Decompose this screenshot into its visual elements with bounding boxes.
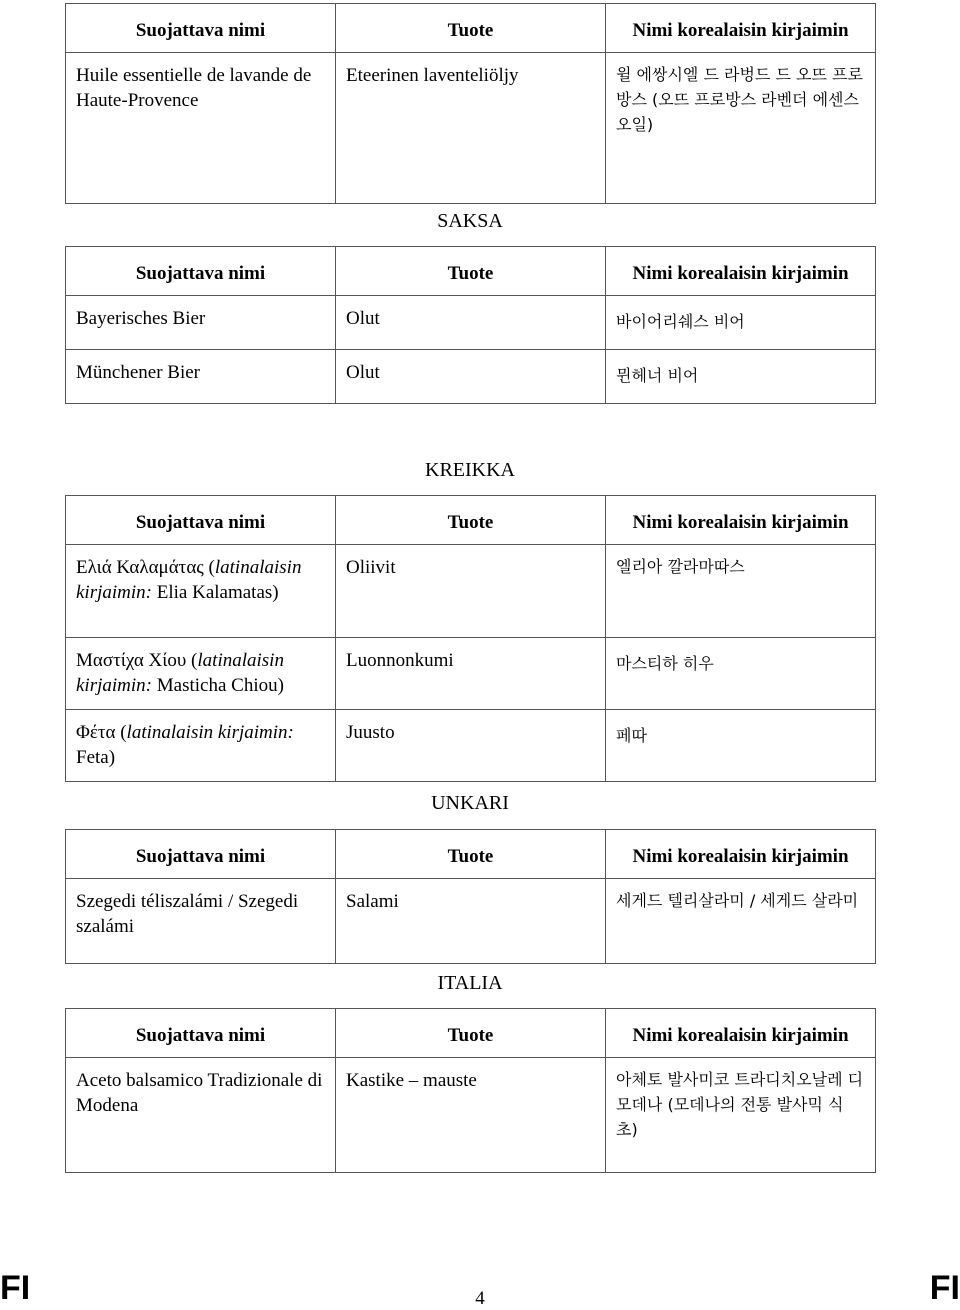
header-row <box>66 830 876 879</box>
country-heading-kreikka: KREIKKA <box>425 459 515 481</box>
table-lavender <box>65 3 876 204</box>
korean-name-cell: 윌 에쌍시엘 드 라벙드 드 오뜨 프로방스 (오뜨 프로방스 라벤더 에센스 오일) <box>606 53 876 204</box>
korean-name-cell: 아체토 발사미코 트라디치오날레 디 모데나 (모데나의 전통 발사믹 식초) <box>606 1058 876 1173</box>
product-cell: Olut <box>336 350 606 404</box>
korean-name-cell: 엘리아 깔라마따스 <box>606 545 876 638</box>
product-cell: Juusto <box>336 710 606 782</box>
header-product: Tuote <box>336 1009 606 1058</box>
table-row <box>66 1058 876 1173</box>
header-protected-name: Suojattava nimi <box>66 4 336 53</box>
protected-name-cell: Münchener Bier <box>66 350 336 404</box>
name-rest: Masticha Chiou) <box>152 675 284 696</box>
protected-name-cell <box>66 545 336 638</box>
header-row <box>66 4 876 53</box>
name-italic-note: latinalaisin kirjaimin: <box>76 557 302 603</box>
protected-name-cell: Bayerisches Bier <box>66 296 336 350</box>
header-product: Tuote <box>336 830 606 879</box>
header-korean-name: Nimi korealaisin kirjaimin <box>606 830 876 879</box>
table-italia <box>65 1008 876 1173</box>
name-main: Φέτα ( <box>76 722 127 743</box>
header-protected-name: Suojattava nimi <box>66 496 336 545</box>
table-row <box>66 710 876 782</box>
table-row <box>66 545 876 638</box>
table-unkari <box>65 829 876 964</box>
footer-language-code-left: FI <box>0 1269 31 1307</box>
product-cell: Salami <box>336 879 606 964</box>
protected-name-cell <box>66 710 336 782</box>
header-row <box>66 247 876 296</box>
table-row <box>66 296 876 350</box>
header-korean-name: Nimi korealaisin kirjaimin <box>606 4 876 53</box>
header-product: Tuote <box>336 247 606 296</box>
name-rest: Elia Kalamatas) <box>152 582 279 603</box>
name-italic-note: latinalaisin kirjaimin: <box>126 722 294 743</box>
table-row <box>66 638 876 710</box>
table-saksa <box>65 246 876 404</box>
product-cell: Eteerinen laventeliöljy <box>336 53 606 204</box>
product-cell: Olut <box>336 296 606 350</box>
country-heading-unkari: UNKARI <box>431 792 509 814</box>
name-italic-note: latinalaisin kirjaimin: <box>76 650 284 696</box>
korean-name-cell: 바이어리쉐스 비어 <box>606 296 876 350</box>
table-row <box>66 53 876 204</box>
protected-name-cell: Szegedi téliszalámi / Szegedi szalámi <box>66 879 336 964</box>
footer-language-code-right: FI <box>929 1269 960 1307</box>
table-kreikka <box>65 495 876 782</box>
protected-name-cell: Aceto balsamico Tradizionale di Modena <box>66 1058 336 1173</box>
header-product: Tuote <box>336 496 606 545</box>
korean-name-cell: 페따 <box>606 710 876 782</box>
name-rest: Feta) <box>76 747 116 768</box>
header-korean-name: Nimi korealaisin kirjaimin <box>606 247 876 296</box>
korean-name-cell: 마스티하 히우 <box>606 638 876 710</box>
header-protected-name: Suojattava nimi <box>66 1009 336 1058</box>
page-number: 4 <box>475 1288 485 1309</box>
country-heading-saksa: SAKSA <box>437 210 503 232</box>
country-heading-italia: ITALIA <box>437 972 503 994</box>
protected-name-cell <box>66 638 336 710</box>
product-cell: Luonnonkumi <box>336 638 606 710</box>
protected-name-cell: Huile essentielle de lavande de Haute-Provence <box>66 53 336 204</box>
product-cell: Kastike – mauste <box>336 1058 606 1173</box>
korean-name-cell: 뮌헤너 비어 <box>606 350 876 404</box>
header-product: Tuote <box>336 4 606 53</box>
header-protected-name: Suojattava nimi <box>66 830 336 879</box>
table-row <box>66 350 876 404</box>
header-protected-name: Suojattava nimi <box>66 247 336 296</box>
table-row <box>66 879 876 964</box>
header-row <box>66 1009 876 1058</box>
name-main: Μαστίχα Χίου ( <box>76 650 198 671</box>
name-main: Ελιά Καλαμάτας ( <box>76 557 215 578</box>
header-row <box>66 496 876 545</box>
header-korean-name: Nimi korealaisin kirjaimin <box>606 496 876 545</box>
korean-name-cell: 세게드 텔리살라미 / 세게드 살라미 <box>606 879 876 964</box>
product-cell: Oliivit <box>336 545 606 638</box>
header-korean-name: Nimi korealaisin kirjaimin <box>606 1009 876 1058</box>
